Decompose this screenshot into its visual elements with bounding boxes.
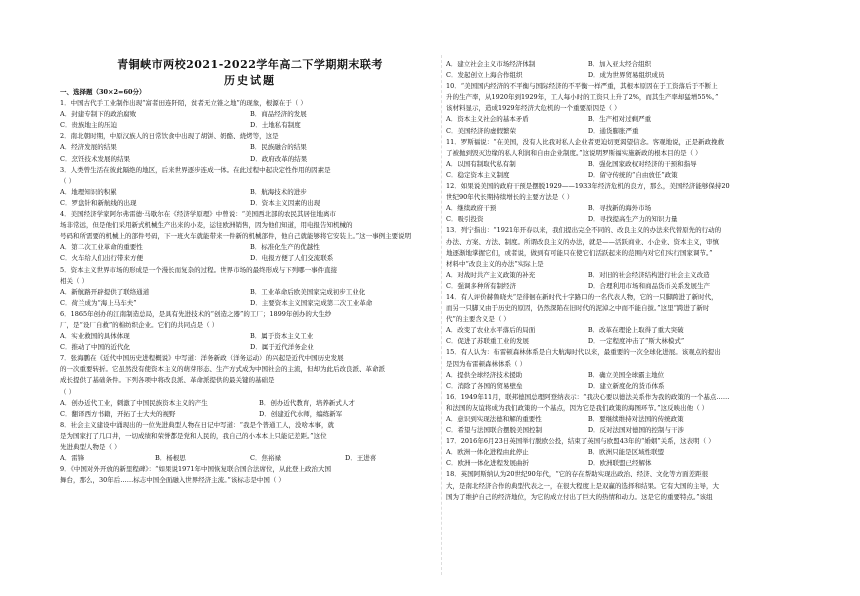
question-line: 厂，是“设厂自救”的棉纺织企业。它们的共同点是（ ） xyxy=(60,320,219,329)
option-b: B．强化国家政权对经济的干预和指导 xyxy=(587,159,697,168)
option-row xyxy=(446,447,730,458)
question-line: （ ） xyxy=(60,176,76,185)
question-line: 了被抛到毁灭边缘的私人利润和自由企业制度。”这说明罗斯福实施新政的根本目的是（ ） xyxy=(446,148,702,157)
question-line: 材料中“改良主义的办法”实际上是 xyxy=(446,259,544,268)
option-b: B．民族融合的结果 xyxy=(250,143,307,152)
option-row xyxy=(446,114,730,125)
question-line: 18．英国阿斯纳认为20世纪90年代，“它的存在帮助实现出政治、经济、文化等方面差距很 xyxy=(446,470,709,479)
option-row xyxy=(446,70,730,81)
option-a: A．以国有制取代私有制 xyxy=(446,159,516,168)
option-row xyxy=(446,381,730,392)
option-row xyxy=(446,336,730,347)
option-row xyxy=(60,242,440,253)
option-c: C．焦裕禄 xyxy=(250,454,281,463)
option-a: C．荷兰成为“海上马车夫” xyxy=(60,298,137,307)
question-line: 9．《中国对外开放的新里程碑》：“如果说1971年中国恢复联合国合法席位，从此登上政治大国 xyxy=(60,465,332,474)
option-row xyxy=(446,370,730,381)
option-a: A．封建专制下的政治腐败 xyxy=(60,110,137,119)
right-column-lines xyxy=(446,59,730,503)
question-line: 10．“美国国内经济的不平衡与国际经济的不平衡一样严重，其根本原因在于工资落后于不断上 xyxy=(446,82,718,91)
left-column-lines xyxy=(60,87,440,486)
option-row xyxy=(60,142,440,153)
exam-title: 青铜峡市两校2021-2022学年高二下学期期末联考 xyxy=(117,58,383,71)
question-line: 世纪90年代长期持续增长的主要方法是（ ） xyxy=(446,193,574,202)
option-row xyxy=(446,425,730,436)
option-b: B．确立美国全球霸主地位 xyxy=(587,370,665,379)
option-row xyxy=(446,325,730,336)
question-line: 相关（ ） xyxy=(60,276,89,285)
option-b: B．工业革命后欧美国家完成初步工业化 xyxy=(250,287,366,296)
question-line: 17．2016年6月23日英国举行脱欧公投，结束了英国与欧盟43年的“婚姻”关系，这表明（ ） xyxy=(446,437,715,446)
question-line: 6．1865年创办的江南制造总局，是具有先进技术的“创造之器”的工厂；1899年创办的大生纱 xyxy=(60,309,332,318)
question-line: 12．如果说美国的政府干预是摆脱1929——1933年经济危机的良方，那么，美国经济能够保持20 xyxy=(446,182,730,191)
option-b: D．土地私有制度 xyxy=(250,121,301,130)
option-a: A．建立社会主义市场经济体制 xyxy=(446,60,536,68)
option-a: A．提供全球经济技术援助 xyxy=(446,370,523,379)
option-a: A．继续政府干预 xyxy=(446,204,497,213)
question-line: 成长提供了基础条件。下列各项中将改良派、革命派提供的最关键的基础是 xyxy=(60,376,275,385)
question-line: 而另一只脚又由于历史的原因，仍然深陷在旧时代的泥淖之中而不能自拔。”这里“跨进了新时 xyxy=(446,304,710,313)
option-row xyxy=(60,120,440,131)
option-b: B．寻找新的海外市场 xyxy=(587,204,652,213)
option-a: A．实业救国的具体体现 xyxy=(60,332,130,341)
option-row xyxy=(60,187,440,198)
option-row xyxy=(60,287,440,298)
option-b: D．通货膨胀严重 xyxy=(587,126,639,135)
question-line: 15．有人认为：布雷顿森林体系是自大航海时代以来，最重要的一次全球化进展。该观点的提出 xyxy=(446,348,721,357)
question-line: 舞台，那么，30年后……标志中国全面融入世界经济主流。”该标志是中国（ ） xyxy=(60,476,285,485)
option-row xyxy=(446,270,730,281)
option-row xyxy=(60,198,440,209)
question-line: 1．中国古代手工业制作出现“富者田连阡陌，贫者无立锥之地”的现象，根源在于（ ） xyxy=(60,99,307,108)
option-a: C．美国经济的虚假繁荣 xyxy=(446,126,516,135)
option-b: D．一定程度冲击了“斯大林模式” xyxy=(587,337,685,346)
option-a: C．吸引投资 xyxy=(446,215,484,224)
option-row xyxy=(60,342,440,353)
question-line: 13．列宁指出：“1921年开春以来，我们提出完全不同的、改良主义的办法来代替原先的行动的 xyxy=(446,226,722,235)
option-row xyxy=(446,126,730,137)
option-a: C．烹饪技术发展的结果 xyxy=(60,154,130,163)
option-a: A．欧洲一体化进程由此停止 xyxy=(446,448,529,457)
question-line: 先进典型人物是（ ） xyxy=(60,443,121,451)
question-line: 该材料显示，造成1929年经济大危机的一个重要原因是（ ） xyxy=(446,104,621,113)
option-b: D．成为世界贸易组织成员 xyxy=(587,71,665,80)
option-b: D．创建近代水师，编练新军 xyxy=(259,409,343,418)
question-line: 国为了维护自己的经济地位，为它的成立付出了巨大的热情和动力。这是它的重要特点。”该组 xyxy=(446,492,713,501)
option-a: C．翻译西方书籍，开拓了士大夫的视野 xyxy=(60,409,176,418)
option-row xyxy=(446,170,730,181)
column-divider xyxy=(441,55,442,575)
question-line: 办法、方案、方法、制度。所谓改良主义的办法，就是——活跃商业、小企业、资本主义，审慎 xyxy=(446,237,719,246)
option-row xyxy=(446,59,730,70)
option-a: A．对战时共产主义政策的补充 xyxy=(446,270,536,279)
question-line: （ ） xyxy=(60,387,76,396)
option-b: B．商品经济的发展 xyxy=(250,110,307,119)
question-line: 3．人类曾生活在彼此隔绝的地区，后来世界逐步连成一体。在此过程中起决定性作用的因素是 xyxy=(60,165,331,174)
option-a: C．强调多种所有制经济 xyxy=(446,281,516,290)
question-line: 的一次重要转折。它虽然没有使资本主义的萌芽形态、生产方式成为中国社会的主流，但却为此后改良派、革命派 xyxy=(60,365,385,374)
option-b: D．主要资本主义国家完成第二次工业革命 xyxy=(250,298,373,307)
option-a: A．经济发展的结果 xyxy=(60,143,117,152)
option-b: B．对旧的社会经济结构进行社会主义改造 xyxy=(587,270,710,279)
question-line: 2．南北朝时期，中原汉族人的日常饮食中出现了胡饼、奶酪、烧烤等，这是 xyxy=(60,132,279,141)
option-b: B．改革在理论上取得了重大突破 xyxy=(587,326,684,335)
option-a: A．地理知识的积累 xyxy=(60,187,117,196)
option-b: B．杨根思 xyxy=(155,454,186,463)
option-a: A．改变了农业水平落后的局面 xyxy=(446,326,536,335)
option-b: D．建立新度化的货币体系 xyxy=(587,381,665,390)
option-b: D．反对法国对德国的控制与干涉 xyxy=(587,426,685,435)
question-line: 和法国的友谊将成为我们政策的一个基点，因为它是我们政策的海图环节。”这反映出他（ ） xyxy=(446,403,709,412)
option-b: B．创办近代教育，培养新式人才 xyxy=(259,398,355,407)
option-b: B．加入亚太经合组织 xyxy=(587,60,652,68)
option-a: A．意识到实现法德和解的重要性 xyxy=(446,415,542,423)
option-b: D．合理利用市场和商品货币关系发展生产 xyxy=(587,281,711,290)
option-b: B．属于资本主义工业 xyxy=(250,332,314,341)
option-d: D．王进喜 xyxy=(345,454,377,463)
option-row xyxy=(60,109,440,120)
section-heading: 一、选择题（30×2=60分） xyxy=(60,88,146,96)
option-b: D．欧洲联盟已经解体 xyxy=(587,459,652,468)
option-b: B．要继续维持对法国的传统政策 xyxy=(587,415,684,423)
option-a: A．新航路开辟提供了联络通道 xyxy=(60,287,150,296)
option-b: D．属于近代洋务企业 xyxy=(250,343,314,352)
question-line: 场非常远，但是他们采用新式机械生产出来的小麦，运往欧洲销售，因为他们知道，用电报告知机械的 xyxy=(60,221,353,230)
option-row xyxy=(60,298,440,309)
option-a: A．创办近代工业，刺激了中国民族资本主义的产生 xyxy=(60,398,208,407)
option-row xyxy=(60,253,440,264)
option-row xyxy=(446,214,730,225)
option-a: C．消除了各国的贸易壁垒 xyxy=(446,381,523,390)
option-b: B．航海技术的进步 xyxy=(250,187,307,196)
question-line: 11．罗斯福说：“在美国，没有人比我对私人企业者更迫切更渴望信念。客观地说，正是新政挽救 xyxy=(446,137,725,146)
option-a: C．火车给人们出行带来方便 xyxy=(60,254,143,263)
exam-subtitle: 历史试题 xyxy=(224,74,276,87)
option-a: C．稳定资本主义制度 xyxy=(446,170,510,179)
question-line: 代”的主要含义是（ ） xyxy=(446,315,510,324)
option-row xyxy=(60,409,440,420)
question-line: 升的生产率，从1920年到1929年，工人每小时的工资只上升了2%，而其生产率却猛增55%。” xyxy=(446,93,719,102)
option-a: C．推动了中国的近代化 xyxy=(60,343,130,352)
option-b: D．资本主义因素的出现 xyxy=(250,198,321,207)
question-line: 是因为布雷顿森林体系（ ） xyxy=(446,359,527,368)
question-line: 地逐渐地掌握它们，或者说，做到有可能只在使它们活跃起来的范围内对它们实行国家调节。” xyxy=(446,248,713,257)
option-b: D．政府改革的结果 xyxy=(250,154,308,163)
question-line: 4．美国经济学家阿尔弗雷德·马歇尔在《经济学原理》中曾说：“美国西北部的农民其居住地离市 xyxy=(60,210,337,219)
option-a: A．资本主义社会的基本矛盾 xyxy=(446,115,529,124)
question-line: 是为国家打了几口井，一切成绩和荣誉都是党和人民的，我自己的小本本上只能记差距。”这位 xyxy=(60,431,327,440)
option-a: C．促进了苏联重工业的发展 xyxy=(446,337,529,346)
option-a: C．欧洲一体化进程发展曲折 xyxy=(446,459,529,468)
option-b: D．寻找提高生产力的知识力量 xyxy=(587,215,678,224)
option-a: C．希望与法国联合摆脱美国控制 xyxy=(446,426,542,435)
option-b: B．标准化生产的优越性 xyxy=(250,243,320,252)
option-a: C．贵族地主的压迫 xyxy=(60,121,117,130)
question-line: 7．张海鹏在《近代中国历史进程概说》中写道：洋务新政（洋务运动）的兴起是近代中国历史发展 xyxy=(60,354,344,363)
option-row xyxy=(446,458,730,469)
option-b: D．留守传统的“自由放任”政策 xyxy=(587,170,678,179)
option-row xyxy=(446,281,730,292)
option-row xyxy=(60,331,440,342)
option-b: D．电报方便了人们交流联系 xyxy=(250,254,334,263)
option-a: A．雷锋 xyxy=(60,454,85,463)
option-a: C．罗盘针和新航线的出现 xyxy=(60,198,137,207)
option-row xyxy=(60,398,440,409)
option-row xyxy=(60,154,440,165)
question-line: 8．社会主义建设中涌现出的一位先进典型人物在日记中写道：“我是个普通工人，没啥本事，就 xyxy=(60,420,334,429)
option-b: B．生产相对过剩严重 xyxy=(587,115,652,124)
option-b: B．欧洲只能是区域性联盟 xyxy=(587,448,665,457)
question-line: 大，是南北经济合作的典型代表之一，在很大程度上是双赢的选择和结果。它有大国的主导，大 xyxy=(446,481,719,490)
question-line: 5．资本主义世界市场的形成是一个漫长而复杂的过程。世界市场的最终形成与下列哪一事件直接 xyxy=(60,265,338,274)
option-row xyxy=(446,203,730,214)
question-line: 号码和所需要的机械上的部件号码，下一班火车就能带来一件新的机械部件，他自己就能够将它安装上。”这一事例主要说明 xyxy=(60,232,412,241)
option-a: A．第二次工业革命的重要性 xyxy=(60,243,143,252)
question-line: 16．1949年11月，联邦德国总理阿登纳表示：“我决心要以德法关系作为我的政策的一个基点…… xyxy=(446,392,730,401)
option-a: C．发起创立上海合作组织 xyxy=(446,71,523,80)
option-row xyxy=(446,159,730,170)
option-row xyxy=(60,453,440,464)
question-line: 14．有人评价赫鲁晓夫“是徘徊在新时代十字路口的一名代表人物，它的一只脚跨进了新时代， xyxy=(446,292,718,301)
option-row xyxy=(446,414,730,425)
